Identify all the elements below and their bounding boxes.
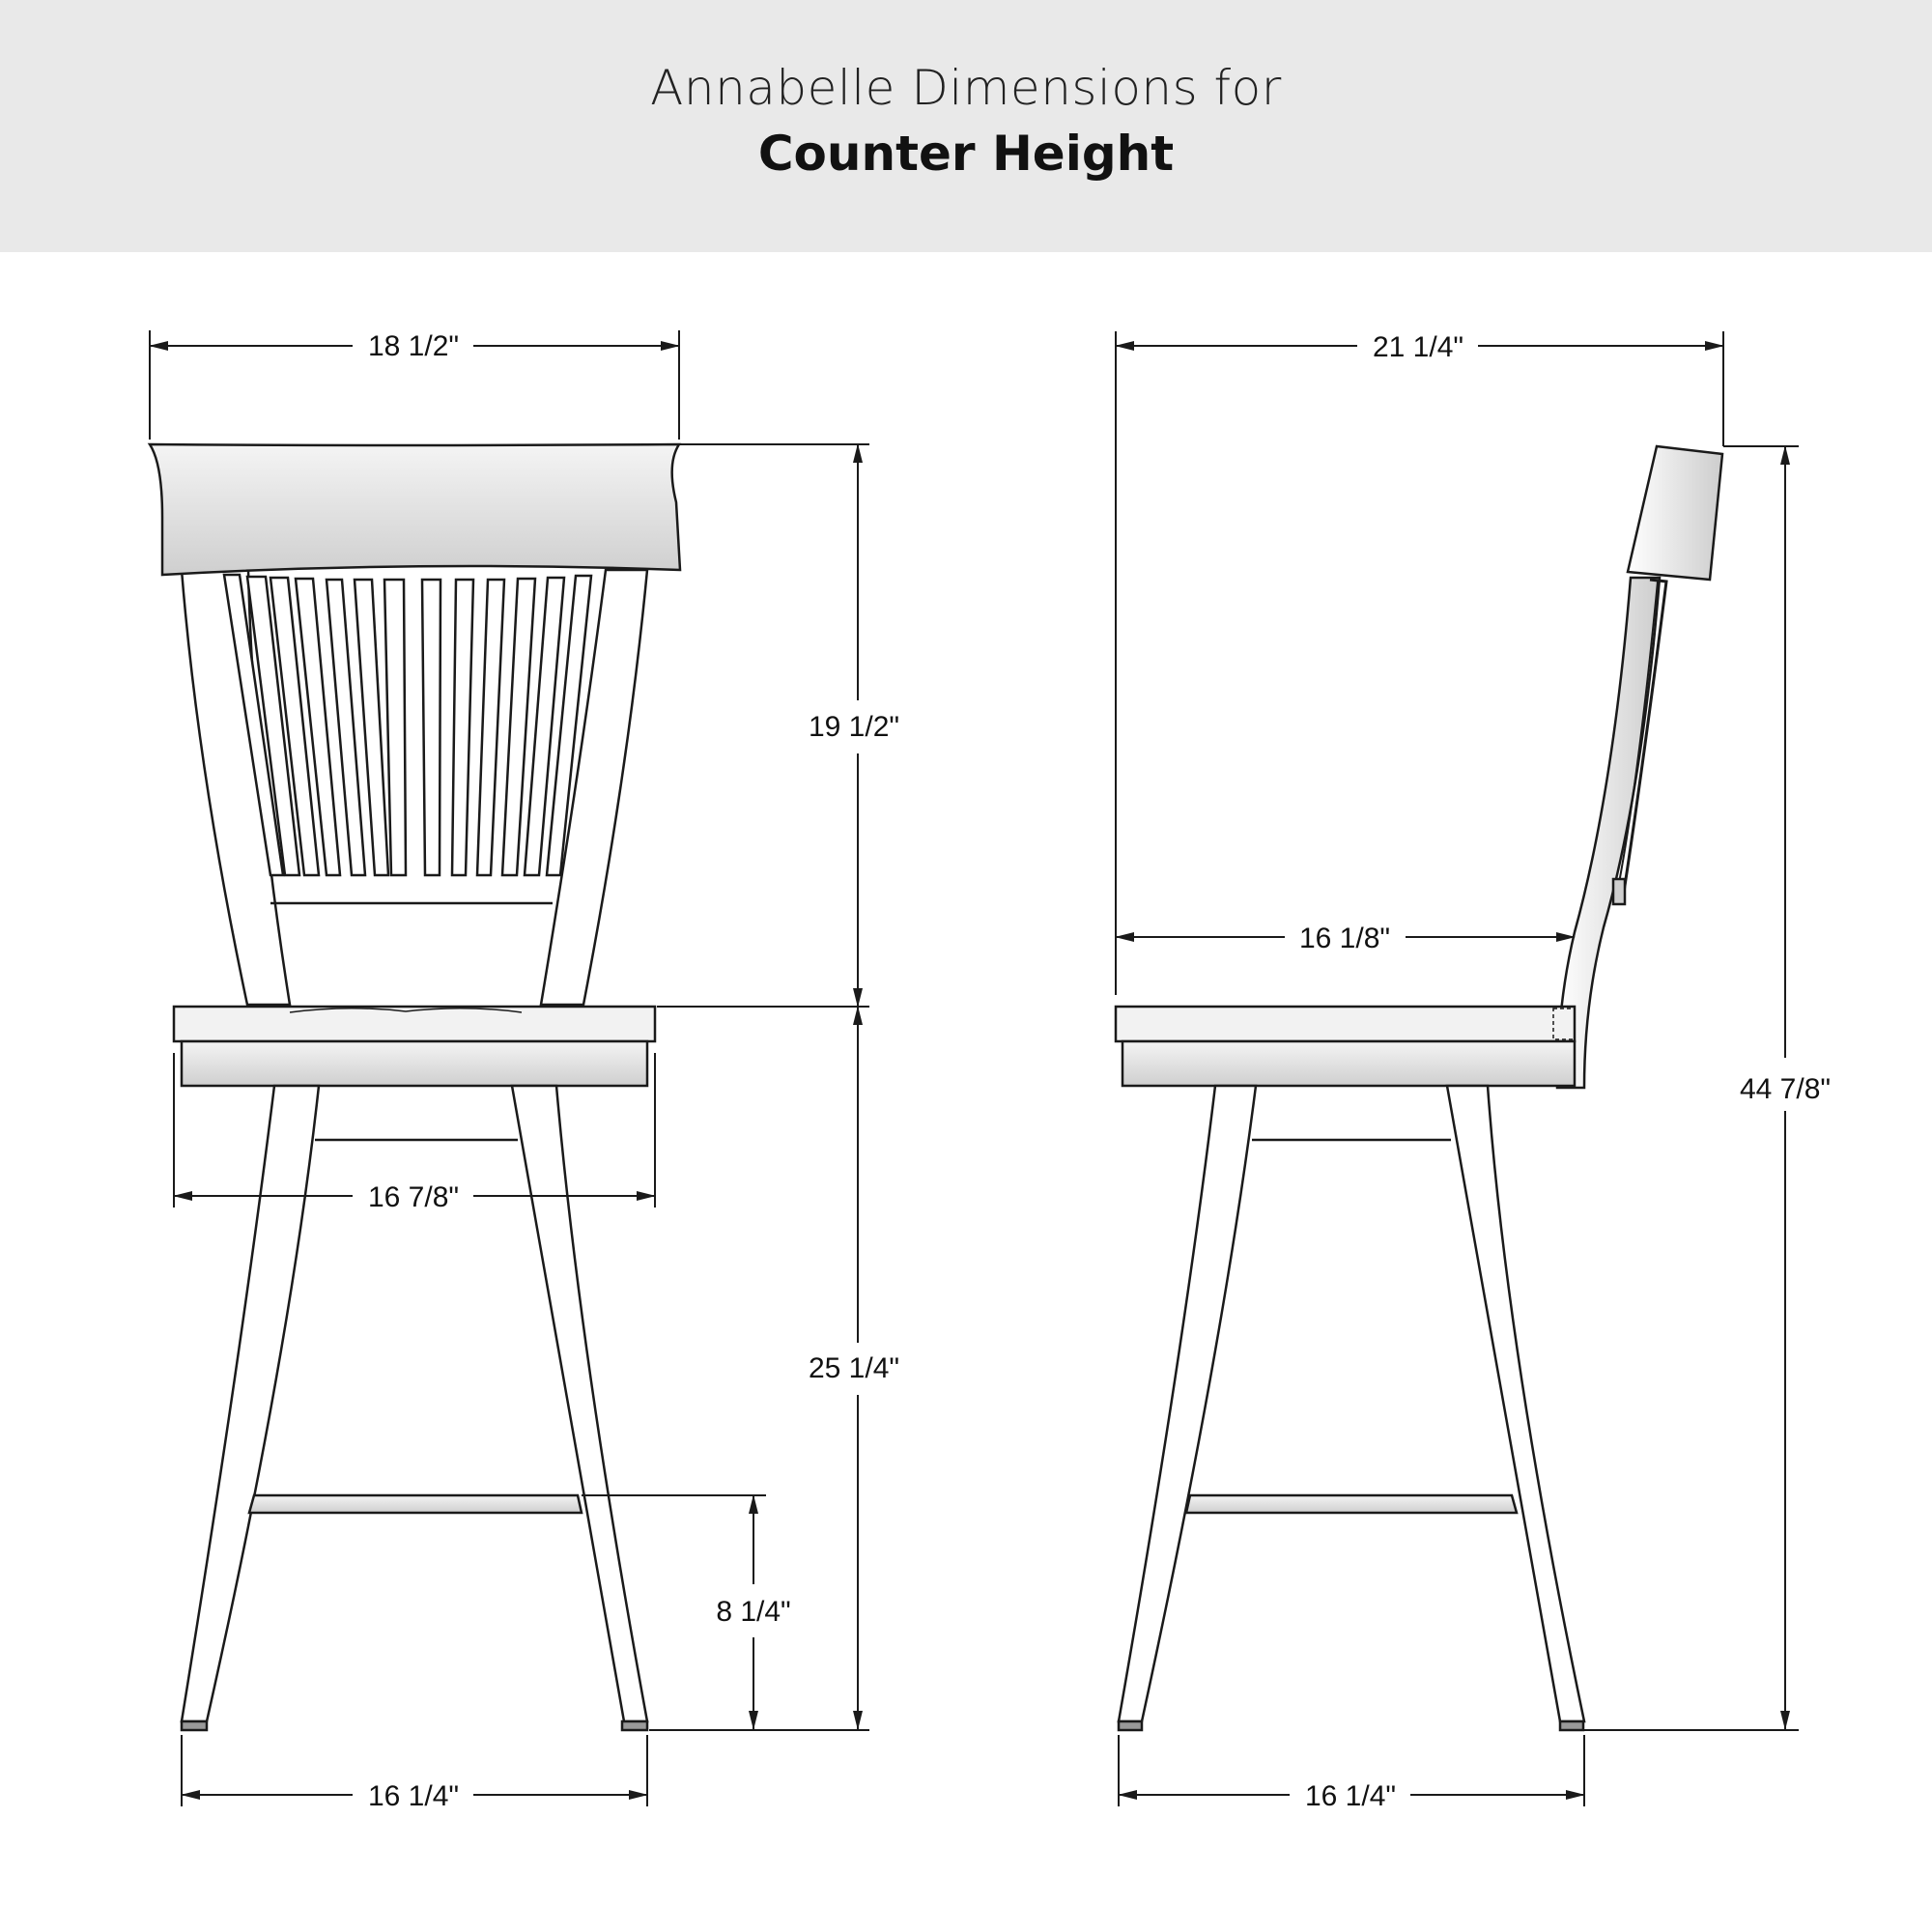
dim-footrest-height: 8 1/4" — [716, 1596, 791, 1628]
front-footrest — [249, 1495, 582, 1513]
side-view-chair — [1116, 446, 1722, 1730]
dim-overall-depth: 21 1/4" — [1372, 331, 1464, 363]
dim-back-height: 19 1/2" — [808, 711, 900, 743]
front-back-slats — [224, 575, 591, 875]
dim-side-base-depth: 16 1/4" — [1304, 1780, 1397, 1812]
dim-seat-depth: 16 1/8" — [1298, 923, 1391, 954]
side-top-rail — [1628, 446, 1722, 580]
side-front-leg — [1119, 1086, 1256, 1721]
front-seat-apron — [182, 1041, 647, 1086]
side-back-glide — [1560, 1721, 1583, 1730]
dim-front-base-width: 16 1/4" — [367, 1780, 460, 1812]
side-seat-apron — [1122, 1041, 1575, 1086]
front-right-glide — [622, 1721, 647, 1730]
front-right-leg — [512, 1086, 647, 1721]
dim-seat-width: 16 7/8" — [367, 1181, 460, 1213]
front-left-leg — [182, 1086, 319, 1721]
dim-overall-height: 44 7/8" — [1739, 1073, 1832, 1105]
side-footrest — [1186, 1495, 1517, 1513]
front-top-rail — [150, 444, 680, 575]
title-line-2: Counter Height — [757, 126, 1175, 182]
side-back-leg — [1447, 1086, 1584, 1721]
dim-back-width: 18 1/2" — [367, 330, 460, 362]
side-front-glide — [1119, 1721, 1142, 1730]
title-line-1: Annabelle Dimensions for — [650, 60, 1282, 116]
front-seat-top — [174, 1007, 655, 1041]
dim-seat-height: 25 1/4" — [808, 1352, 900, 1384]
side-bracket — [1613, 879, 1625, 904]
side-seat-top — [1116, 1007, 1575, 1041]
front-view-chair — [150, 444, 680, 1730]
front-left-glide — [182, 1721, 207, 1730]
